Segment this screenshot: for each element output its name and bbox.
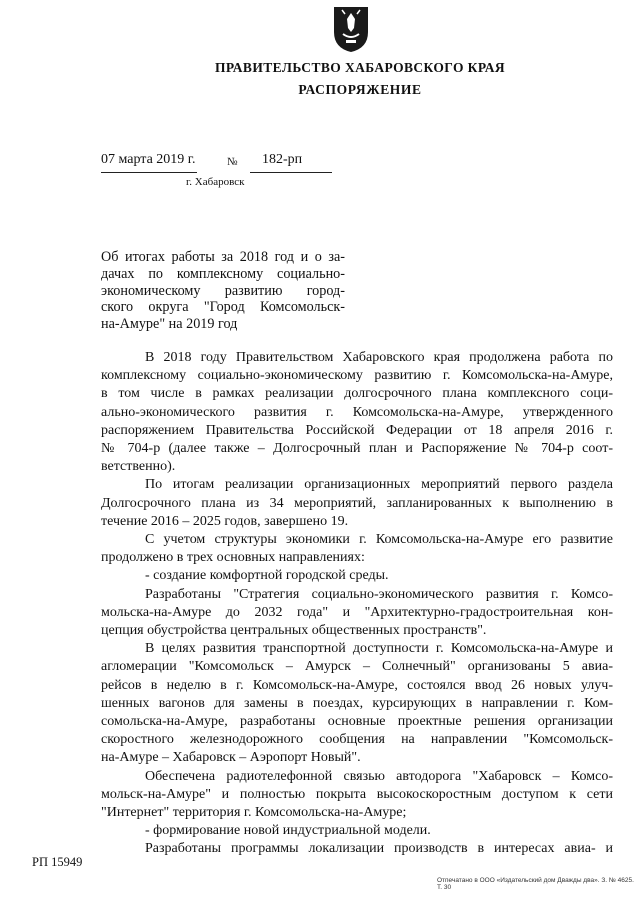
- body-line: мольска-на-Амуре до 2032 года" и "Архитектурно-градостроительная кон-: [101, 604, 613, 620]
- body-line: продолжено в трех основных направлениях:: [101, 550, 365, 566]
- body-line: ально-экономического развития г. Комсомольска-на-Амуре, утвержденного: [101, 404, 613, 420]
- body-line: ветственно).: [101, 459, 176, 475]
- document-body: [101, 349, 613, 859]
- body-line: распоряжением Правительства Российской Федерации от 18 апреля 2016 г.: [101, 422, 613, 438]
- body-line: скоростного железнодорожного сообщения на направлении "Комсомольск-: [101, 732, 613, 748]
- subject-line: ского округа "Город Комсомольск-: [101, 299, 345, 316]
- body-line: шенных вагонов для замены в поездах, курсирующих в направлении г. Ком-: [101, 695, 613, 711]
- body-line: Обеспечена радиотелефонной связью автодорога "Хабаровск – Комсо-: [145, 768, 613, 784]
- body-line: Разработаны программы локализации производств в интересах авиа- и: [145, 841, 613, 857]
- document-city: г. Хабаровск: [186, 176, 245, 188]
- body-line: комплексному социально-экономическому развитию г. Комсомольска-на-Амуре,: [101, 368, 613, 384]
- number-label: №: [227, 156, 238, 168]
- document-code: РП 15949: [32, 855, 83, 869]
- body-line: в том числе в рамках реализации долгосрочного плана комплексного соци-: [101, 386, 613, 402]
- body-line: цепция обустройства центральных общественных пространств".: [101, 623, 487, 639]
- body-line: По итогам реализации организационных мероприятий первого раздела: [145, 477, 613, 493]
- body-line: В 2018 году Правительством Хабаровского края продолжена работа по: [145, 350, 613, 365]
- subject-line: Об итогах работы за 2018 год и о за-: [101, 249, 345, 265]
- body-line: № 704-р (далее также – Долгосрочный план и Распоряжение № 704-р соот-: [101, 441, 613, 457]
- document-type: РАСПОРЯЖЕНИЕ: [298, 82, 422, 97]
- body-line: В целях развития транспортной доступности г. Комсомольска-на-Амуре и: [145, 641, 613, 657]
- coat-of-arms-emblem: [330, 4, 372, 54]
- body-line: сомольска-на-Амуре, разработаны основные проектные решения организации: [101, 714, 613, 730]
- body-line: Долгосрочного плана из 34 мероприятий, запланированных к выполнению в: [101, 495, 613, 511]
- body-line: рейсов в неделю в г. Комсомольск-на-Амуре, состоялся ввод 26 новых улуч-: [101, 677, 613, 693]
- body-line: "Интернет" территория г. Комсомольска-на-Амуре;: [101, 805, 407, 821]
- body-line: - формирование новой индустриальной модели.: [145, 823, 431, 839]
- subject-line: на-Амуре" на 2019 год: [101, 316, 238, 333]
- number-underline: [250, 172, 332, 173]
- body-line: на-Амуре – Хабаровск – Аэропорт Новый".: [101, 750, 361, 766]
- date-underline: [101, 172, 197, 173]
- body-line: течение 2016 – 2025 годов, завершено 19.: [101, 513, 349, 529]
- document-subject: [101, 249, 345, 333]
- body-line: С учетом структуры экономики г. Комсомольска-на-Амуре его развитие: [145, 532, 613, 548]
- body-line: мольск-на-Амуре" и полностью покрыта высокоскоростным доступом к сети: [101, 786, 613, 802]
- government-title: ПРАВИТЕЛЬСТВО ХАБАРОВСКОГО КРАЯ: [214, 60, 506, 75]
- document-date: 07 марта 2019 г.: [101, 152, 196, 167]
- document-number: 182-рп: [262, 152, 303, 167]
- body-line: - создание комфортной городской среды.: [145, 568, 389, 584]
- body-line: агломерации "Комсомольск – Амурск – Солнечный" организованы 5 авиа-: [101, 659, 613, 675]
- subject-line: дачах по комплексному социально-: [101, 265, 345, 282]
- printer-imprint: Отпечатано в ООО «Издательский дом Дважды два». З. № 4625. Т. 30: [437, 877, 634, 891]
- subject-line: экономическому развитию город-: [101, 282, 345, 299]
- body-line: Разработаны "Стратегия социально-экономического развития г. Комсо-: [145, 586, 613, 602]
